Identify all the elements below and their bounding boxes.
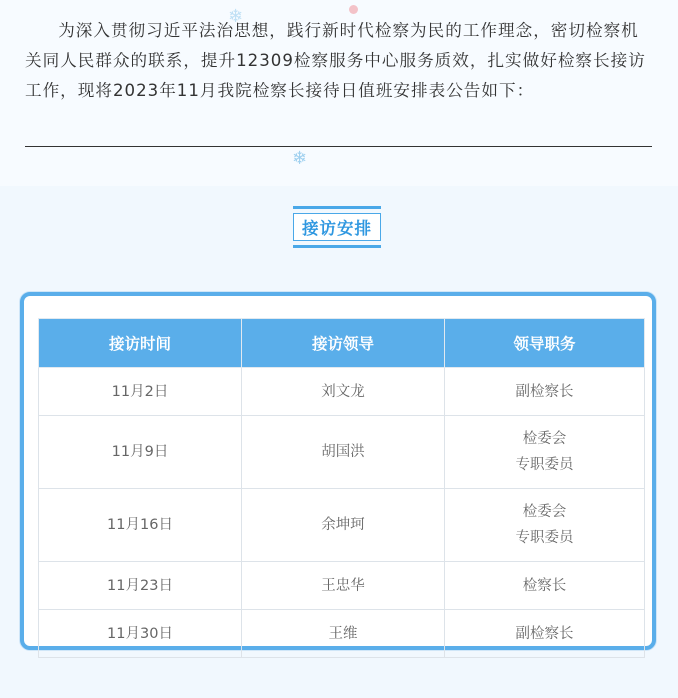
intro-paragraph: 为深入贯彻习近平法治思想，践行新时代检察为民的工作理念，密切检察机关同人民群众的联系，提升12309检察服务中心服务质效，扎实做好检察长接访工作，现将2023年11月我院检察长接待日值班安排表公告如下： <box>25 21 646 100</box>
cell-date: 11月16日 <box>39 489 242 562</box>
cell-position <box>445 610 645 658</box>
cell-position <box>445 489 645 562</box>
cell-date: 11月23日 <box>39 562 242 610</box>
table-row <box>39 368 645 416</box>
schedule-card <box>20 292 656 650</box>
position-line: 检察长 <box>522 577 567 594</box>
cell-date: 11月30日 <box>39 610 242 658</box>
cell-position <box>445 562 645 610</box>
section-title: 接访安排 <box>293 213 381 241</box>
cell-date: 11月9日 <box>39 416 242 489</box>
table-row <box>39 562 645 610</box>
snowflake-icon: ❄ <box>292 148 308 169</box>
header-position: 领导职务 <box>445 319 645 368</box>
cell-date: 11月2日 <box>39 368 242 416</box>
intro-section <box>0 0 678 186</box>
position-line: 副检察长 <box>515 383 574 400</box>
snowflake-icon: ❄ <box>228 6 244 27</box>
cell-leader: 刘文龙 <box>242 368 445 416</box>
position-line: 检委会 <box>522 431 567 447</box>
divider <box>25 146 652 147</box>
table-row <box>39 489 645 562</box>
cell-position <box>445 416 645 489</box>
cell-leader: 余坤珂 <box>242 489 445 562</box>
pink-dot-decoration <box>349 5 358 14</box>
table-row <box>39 610 645 658</box>
position-line: 专职委员 <box>515 530 574 546</box>
cell-leader: 王维 <box>242 610 445 658</box>
position-line: 专职委员 <box>515 457 574 473</box>
section-title-frame <box>293 206 381 248</box>
table-row <box>39 416 645 489</box>
position-line: 检委会 <box>522 504 567 520</box>
schedule-table <box>38 318 645 658</box>
header-leader: 接访领导 <box>242 319 445 368</box>
table-header-row <box>39 319 645 368</box>
header-date: 接访时间 <box>39 319 242 368</box>
cell-position <box>445 368 645 416</box>
cell-leader: 王忠华 <box>242 562 445 610</box>
position-line: 副检察长 <box>515 625 574 642</box>
cell-leader: 胡国洪 <box>242 416 445 489</box>
